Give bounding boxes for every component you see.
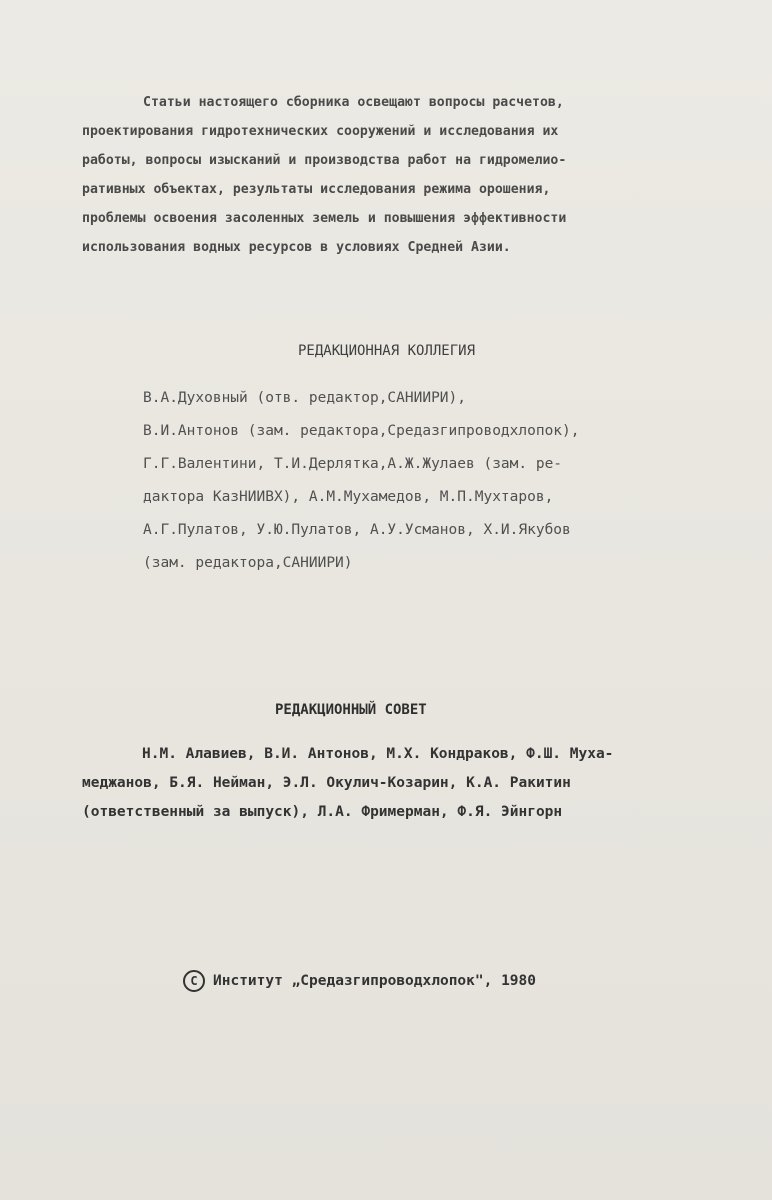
board-line: Г.Г.Валентини, Т.И.Дерлятка,А.Ж.Жулаев (зам. ре- <box>143 456 563 472</box>
board-line: В.А.Духовный (отв. редактор,САНИИРИ), <box>143 390 467 406</box>
intro-line: проектирования гидротехнических сооружений и исследования их <box>82 124 559 139</box>
copyright-text: Институт „Средазгипроводхлопок", 1980 <box>213 973 537 989</box>
council-line: (ответственный за выпуск), Л.А. Фримерман, Ф.Я. Эйнгорн <box>82 804 563 820</box>
intro-line: Статьи настоящего сборника освещают вопросы расчетов, <box>143 95 564 110</box>
editorial-council-title: РЕДАКЦИОННЫЙ СОВЕТ <box>275 702 427 718</box>
copyright-icon: C <box>183 970 205 992</box>
intro-line: работы, вопросы изысканий и производства работ на гидромелио- <box>82 153 567 168</box>
intro-line: использования водных ресурсов в условиях Средней Азии. <box>82 240 511 255</box>
board-line: А.Г.Пулатов, У.Ю.Пулатов, А.У.Усманов, Х.И.Якубов <box>143 522 571 538</box>
editorial-board-title: РЕДАКЦИОННАЯ КОЛЛЕГИЯ <box>298 343 476 359</box>
board-line: (зам. редактора,САНИИРИ) <box>143 555 353 571</box>
board-line: дактора КазНИИВХ), А.М.Мухамедов, М.П.Мухтаров, <box>143 489 554 505</box>
intro-line: ративных объектах, результаты исследования режима орошения, <box>82 182 551 197</box>
council-line: Н.М. Алавиев, В.И. Антонов, М.Х. Кондраков, Ф.Ш. Муха- <box>142 746 614 762</box>
board-line: В.И.Антонов (зам. редактора,Средазгипроводхлопок), <box>143 423 580 439</box>
council-line: меджанов, Б.Я. Нейман, Э.Л. Окулич-Козарин, К.А. Ракитин <box>82 775 571 791</box>
copyright-line <box>183 970 536 992</box>
intro-line: проблемы освоения засоленных земель и повышения эффективности <box>82 211 567 226</box>
